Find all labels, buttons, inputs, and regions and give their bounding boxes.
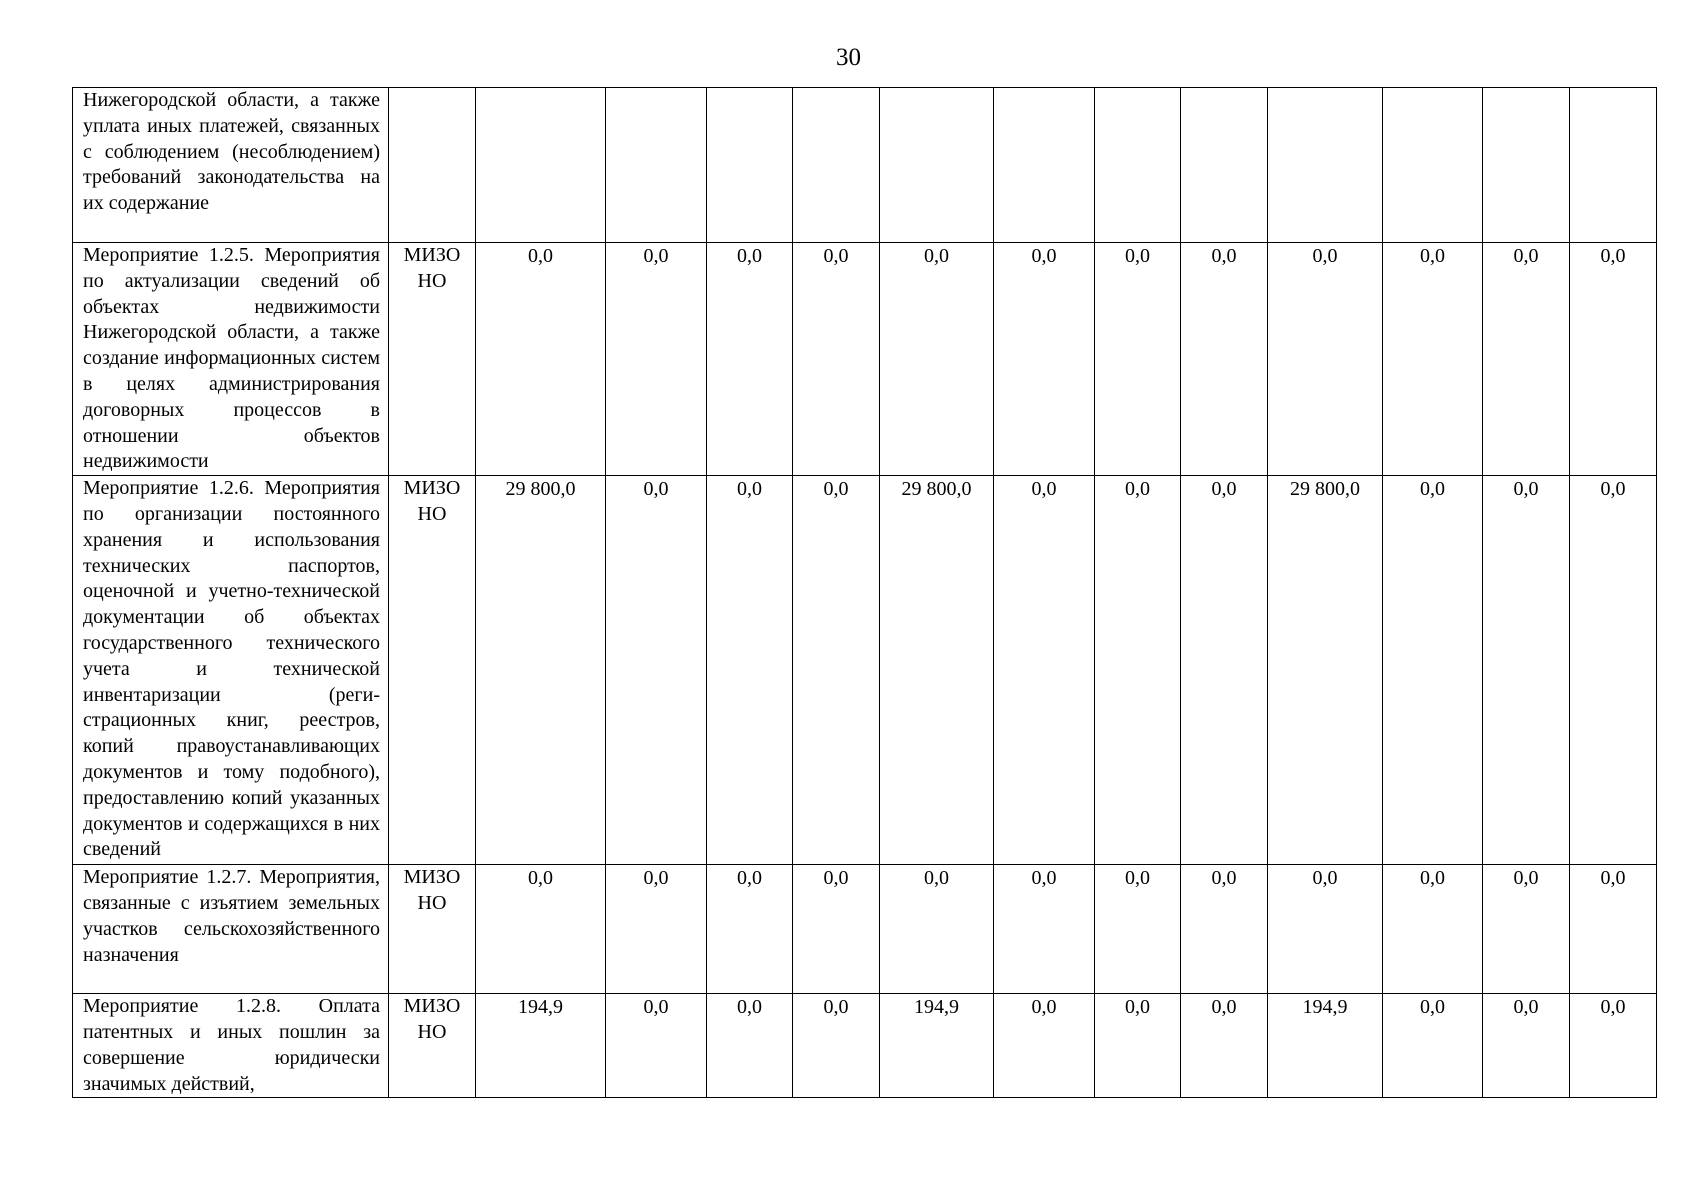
value-text: 0,0 [1420, 996, 1445, 1019]
value-cell [476, 243, 606, 476]
value-cell [1483, 88, 1570, 243]
value-cell [1181, 243, 1268, 476]
value-cell [994, 88, 1095, 243]
value-cell [1483, 243, 1570, 476]
value-text: 0,0 [1312, 867, 1338, 890]
value-cell [994, 476, 1095, 865]
table-row [73, 865, 1657, 994]
value-cell [1570, 865, 1657, 994]
value-cell [606, 476, 707, 865]
value-cell [880, 476, 994, 865]
value-cell [707, 243, 793, 476]
value-cell [1570, 88, 1657, 243]
value-cell [994, 994, 1095, 1098]
value-text: 0,0 [1125, 478, 1150, 501]
program-funding-table [72, 87, 1657, 1098]
value-text: 0,0 [924, 867, 949, 890]
value-text: 0,0 [1125, 996, 1150, 1019]
value-cell [793, 865, 880, 994]
value-text: 0,0 [1420, 478, 1445, 501]
value-text: 0,0 [643, 245, 669, 267]
value-cell [1570, 243, 1657, 476]
executor-label: МИЗО НО [403, 995, 461, 1043]
value-text: 0,0 [528, 867, 553, 890]
value-text: 0,0 [1513, 867, 1539, 890]
executor-cell [389, 994, 476, 1098]
value-text: 0,0 [823, 245, 849, 267]
value-cell [707, 865, 793, 994]
value-cell [793, 88, 880, 243]
value-text: 0,0 [1513, 478, 1539, 501]
executor-cell [389, 243, 476, 476]
executor-cell [389, 88, 476, 243]
value-text: 0,0 [1125, 867, 1150, 890]
value-cell [1181, 476, 1268, 865]
value-cell [476, 994, 606, 1098]
value-text: 0,0 [1211, 478, 1237, 501]
value-cell [880, 994, 994, 1098]
value-text: 194,9 [1302, 996, 1348, 1019]
value-cell [994, 243, 1095, 476]
value-cell [994, 865, 1095, 994]
measure-description: Мероприятие 1.2.7. Мероприятия, связанные с изъятием земельных участков сельскохозяйственного назначения [83, 866, 380, 966]
value-cell [606, 88, 707, 243]
table-row [73, 88, 1657, 243]
value-cell [1268, 88, 1383, 243]
value-text: 0,0 [1600, 478, 1626, 501]
value-text: 0,0 [1031, 867, 1057, 890]
value-text: 0,0 [924, 245, 949, 267]
value-text: 0,0 [737, 867, 762, 890]
measure-description-cell [73, 865, 389, 994]
value-text: 29 800,0 [901, 478, 972, 501]
measure-description: Мероприятие 1.2.6. Мероприятия по организации постоянного хранения и использования технических паспортов, оценочной и учетно-технической документации об объектах государственного технического учета и технической инвентаризации (регистрационных книг, реестров, копий правоустанавливающих документов и тому подобного), предоставлению копий указанных документов и содержащихся в них сведений [83, 477, 380, 861]
value-text: 0,0 [528, 245, 553, 267]
value-cell [793, 994, 880, 1098]
value-cell [1268, 865, 1383, 994]
value-cell [707, 994, 793, 1098]
value-cell [1268, 994, 1383, 1098]
table-row [73, 243, 1657, 476]
value-text: 0,0 [1031, 478, 1057, 501]
value-cell [476, 476, 606, 865]
measure-description-cell [73, 88, 389, 243]
value-cell [1268, 243, 1383, 476]
value-cell [606, 994, 707, 1098]
value-text: 0,0 [1031, 996, 1057, 1019]
value-text: 0,0 [1211, 996, 1237, 1019]
value-cell [476, 865, 606, 994]
value-text: 0,0 [643, 996, 669, 1019]
value-cell [1383, 88, 1483, 243]
value-text: 29 800,0 [505, 478, 576, 501]
page-number: 30 [836, 44, 861, 71]
value-text: 0,0 [737, 996, 762, 1019]
value-text: 0,0 [823, 867, 849, 890]
value-cell [1181, 865, 1268, 994]
value-text: 0,0 [1211, 867, 1237, 890]
value-cell [1095, 476, 1181, 865]
value-cell [1095, 243, 1181, 476]
executor-label: МИЗО НО [403, 866, 461, 914]
value-cell [793, 243, 880, 476]
executor-label: МИЗО НО [403, 244, 461, 292]
value-text: 0,0 [1420, 245, 1445, 267]
executor-label: МИЗО НО [403, 477, 461, 525]
value-cell [1483, 865, 1570, 994]
value-cell [880, 865, 994, 994]
value-text: 0,0 [1031, 245, 1057, 267]
value-cell [1181, 994, 1268, 1098]
value-text: 0,0 [1600, 996, 1626, 1019]
value-cell [880, 243, 994, 476]
measure-description: Мероприятие 1.2.5. Мероприятия по актуализации сведений об объектах недвижимости Нижегородской области, а также создание информационных систем в целях администрирования договорных процессов в отношении объектов недвижимости [83, 244, 380, 473]
value-cell [1383, 243, 1483, 476]
table-row [73, 994, 1657, 1098]
value-text: 194,9 [518, 996, 563, 1019]
value-cell [606, 865, 707, 994]
measure-description: Мероприятие 1.2.8. Оплата патентных и иных пошлин за совершение юридически значимых действий, [83, 995, 380, 1095]
value-text: 0,0 [643, 867, 669, 890]
value-cell [476, 88, 606, 243]
value-text: 0,0 [737, 478, 762, 501]
value-cell [1570, 476, 1657, 865]
value-text: 0,0 [1211, 245, 1237, 267]
value-text: 0,0 [737, 245, 762, 267]
value-cell [707, 88, 793, 243]
value-cell [1181, 88, 1268, 243]
value-text: 29 800,0 [1290, 478, 1360, 501]
executor-cell [389, 476, 476, 865]
value-cell [1483, 476, 1570, 865]
value-text: 0,0 [1312, 245, 1338, 267]
value-cell [1095, 865, 1181, 994]
table-row [73, 476, 1657, 865]
value-text: 0,0 [823, 996, 849, 1019]
value-cell [1483, 994, 1570, 1098]
measure-description-cell [73, 476, 389, 865]
executor-cell [389, 865, 476, 994]
value-cell [1383, 994, 1483, 1098]
value-cell [1095, 994, 1181, 1098]
value-cell [1268, 476, 1383, 865]
value-cell [707, 476, 793, 865]
measure-description-cell [73, 243, 389, 476]
value-text: 0,0 [1600, 245, 1626, 267]
value-cell [880, 88, 994, 243]
value-text: 194,9 [914, 996, 959, 1019]
value-text: 0,0 [1513, 996, 1539, 1019]
value-text: 0,0 [1125, 245, 1150, 267]
value-text: 0,0 [1513, 245, 1539, 267]
measure-description: Нижегородской области, а также уплата иных платежей, связанных с соблюдением (несоблюдением) требований законодательства на их содержание [83, 89, 380, 215]
measure-description-cell [73, 994, 389, 1098]
value-text: 0,0 [823, 478, 849, 501]
value-text: 0,0 [1420, 867, 1445, 890]
value-text: 0,0 [1600, 867, 1626, 890]
value-cell [793, 476, 880, 865]
value-cell [1383, 865, 1483, 994]
value-cell [1383, 476, 1483, 865]
value-cell [606, 243, 707, 476]
value-cell [1570, 994, 1657, 1098]
value-cell [1095, 88, 1181, 243]
value-text: 0,0 [643, 478, 669, 501]
